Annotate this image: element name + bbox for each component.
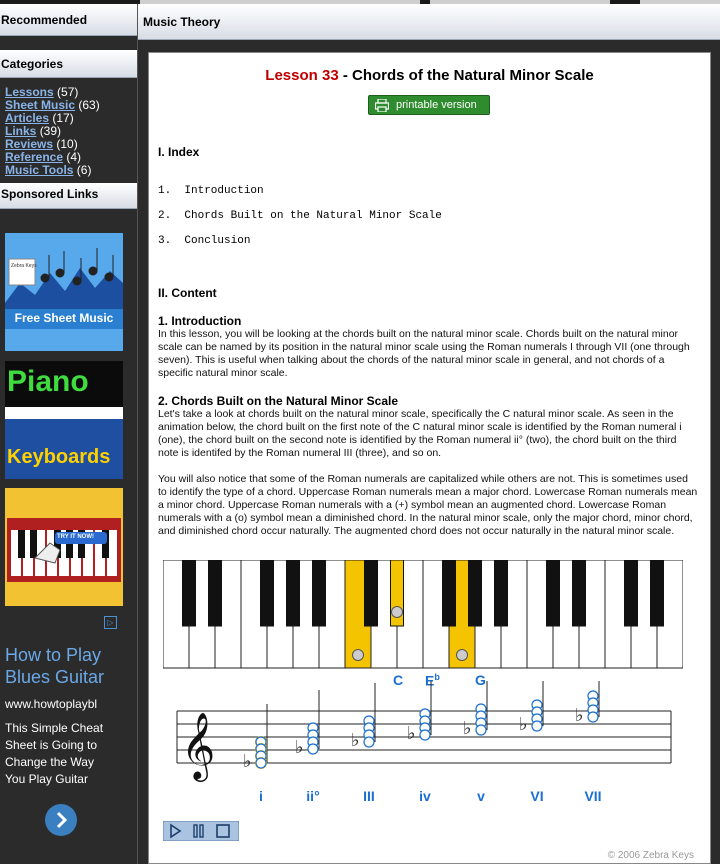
try-it-now-label: TRY IT NOW! — [57, 534, 94, 540]
free-sheet-music-label: Free Sheet Music — [14, 311, 114, 325]
piano-ad-graphic — [5, 488, 123, 606]
black-key — [261, 560, 274, 626]
stop-button[interactable] — [215, 823, 231, 839]
flat-symbol: ♭ — [407, 723, 416, 744]
category-count: (4) — [66, 150, 82, 164]
lesson-number: Lesson 33 — [265, 67, 339, 84]
ad-choices-icon[interactable]: ▷ — [104, 616, 117, 629]
flat-symbol: ♭ — [295, 737, 304, 758]
key-label-c: C — [393, 672, 404, 688]
sponsored-links-header: Sponsored Links — [0, 183, 137, 209]
black-key — [495, 560, 508, 626]
pause-button[interactable] — [191, 823, 207, 839]
music-theory-header: Music Theory — [138, 4, 720, 40]
lesson-content — [148, 52, 711, 864]
introduction-text: In this lesson, you will be looking at the chords built on the natural minor scale. Chords built on the natural minor scale can be named by its position in the natural minor scale using the Roman numerals I through VII (one through seven). This is useful when talking about the chords of the natural minor scale in general, and not chords of a specific natural minor scale. — [158, 328, 690, 379]
roman-numeral-label: iv — [419, 788, 431, 804]
music-staff — [163, 681, 683, 811]
content-heading: II. Content — [158, 286, 217, 300]
note-head — [476, 725, 486, 735]
chevron-right-icon — [45, 804, 77, 836]
play-button[interactable] — [167, 823, 183, 839]
play-icon — [167, 823, 183, 839]
flat-symbol: ♭ — [575, 705, 584, 726]
piano-ad-title: Piano — [7, 365, 89, 398]
black-key — [443, 560, 456, 626]
black-key — [469, 560, 482, 626]
ad-blues-guitar[interactable] — [5, 644, 133, 788]
roman-numeral-label: i — [259, 788, 263, 804]
index-heading: I. Index — [158, 145, 200, 159]
black-key — [313, 560, 326, 626]
pressed-key-marker — [457, 650, 468, 661]
lesson-title — [149, 67, 710, 84]
ad-free-sheet-music[interactable] — [5, 233, 123, 351]
note-head — [364, 737, 374, 747]
chords-text-1: Let's take a look at chords built on the natural minor scale, specifically the C natural minor scale. As seen in the animation below, the chord built on the first note of the C natural minor scale is identified by the Roman numeral i (one), the chord built on the second note is identified by the Roman numeral ii° (two), the chord built on the third note is identifed by the Roman numeral III (three), and so on. — [158, 408, 682, 459]
category-link-music-tools[interactable]: Music Tools — [5, 163, 74, 177]
category-link-links[interactable]: Links — [5, 124, 37, 138]
note-head — [588, 712, 598, 722]
black-key — [625, 560, 638, 626]
roman-numeral-label: III — [363, 788, 375, 804]
chords-text-2: You will also notice that some of the Roman numerals are capitalized while others are not. This is sometimes used to identify the type of a chord. Uppercase Roman numerals mean a major chord. Lowercase Roman numerals mean a minor chord. Uppercase Roman numerals with a (+) symbol mean an augmented chord. Lowercase Roman numerals with a (o) symbol mean a diminished chord. In the natural minor scale, only the major chord, minor chord, and diminished chord occur naturally. The augmented chord does not occur naturally in the natural minor scale. — [158, 473, 698, 537]
category-count: (10) — [56, 137, 78, 151]
category-link-reference[interactable]: Reference — [5, 150, 64, 164]
recommended-header: Recommended — [0, 4, 137, 36]
categories-header: Categories — [0, 50, 137, 78]
black-key — [209, 560, 222, 626]
pressed-key-marker — [392, 607, 403, 618]
roman-numeral-label: v — [477, 788, 485, 804]
index-item-chords[interactable]: 2. Chords Built on the Natural Minor Scale — [158, 210, 442, 222]
categories-list — [0, 78, 137, 183]
printable-version-button[interactable] — [368, 95, 490, 115]
key-label-g: G — [475, 672, 486, 688]
treble-clef-icon: 𝄞 — [181, 711, 216, 779]
ad-piano-keyboards[interactable] — [5, 361, 123, 479]
category-count: (6) — [76, 163, 92, 177]
chords-heading: 2. Chords Built on the Natural Minor Scale — [158, 394, 399, 408]
sheet-music-ad-graphic — [5, 233, 123, 351]
roman-numeral-label: ii° — [306, 788, 320, 804]
flat-symbol: ♭ — [351, 730, 360, 751]
piano-keyboard — [163, 560, 683, 672]
note-head — [256, 758, 266, 768]
left-sidebar — [0, 4, 137, 864]
blues-guitar-body: This Simple Cheat Sheet is Going to Change the Way You Play Guitar — [5, 721, 104, 786]
roman-numeral-label: VII — [584, 788, 602, 804]
ad-try-it-now[interactable] — [5, 488, 123, 606]
pause-icon — [191, 823, 207, 839]
stop-icon — [215, 823, 231, 839]
index-item-introduction[interactable]: 1. Introduction — [158, 185, 264, 197]
category-item — [5, 164, 137, 177]
category-link-lessons[interactable]: Lessons — [5, 85, 54, 99]
printer-icon — [375, 99, 389, 112]
next-ad-button[interactable] — [45, 804, 77, 836]
blues-guitar-url: www.howtoplaybl — [5, 697, 98, 711]
category-count: (57) — [57, 85, 79, 99]
black-key — [573, 560, 586, 626]
index-item-conclusion[interactable]: 3. Conclusion — [158, 235, 251, 247]
printable-version-label: printable version — [396, 99, 477, 111]
black-key — [651, 560, 664, 626]
introduction-heading: 1. Introduction — [158, 314, 242, 328]
zebra-keys-logo: Zebra Keys — [11, 263, 37, 269]
animation-player-controls — [163, 821, 239, 846]
note-head — [420, 730, 430, 740]
lesson-title-text: - Chords of the Natural Minor Scale — [338, 67, 594, 84]
note-head — [308, 744, 318, 754]
category-count: (39) — [39, 124, 62, 138]
flat-symbol: ♭ — [519, 714, 528, 735]
category-link-reviews[interactable]: Reviews — [5, 137, 54, 151]
copyright-text: © 2006 Zebra Keys — [607, 850, 694, 861]
black-key — [365, 560, 378, 626]
black-key — [287, 560, 300, 626]
category-link-sheet-music[interactable]: Sheet Music — [5, 98, 76, 112]
black-key — [183, 560, 196, 626]
note-head — [532, 721, 542, 731]
roman-numeral-label: VI — [530, 788, 544, 804]
black-key — [547, 560, 560, 626]
flat-symbol: ♭ — [463, 718, 472, 739]
main-pane — [137, 4, 720, 864]
flat-symbol: ♭ — [243, 751, 252, 772]
key-label-eb: $E^b$ — [425, 672, 440, 689]
keyboards-ad-title: Keyboards — [7, 446, 111, 468]
blues-guitar-title: How to Play Blues Guitar — [5, 645, 105, 687]
category-count: (63) — [78, 98, 100, 112]
category-count: (17) — [52, 111, 74, 125]
category-link-articles[interactable]: Articles — [5, 111, 50, 125]
pressed-key-marker — [353, 650, 364, 661]
